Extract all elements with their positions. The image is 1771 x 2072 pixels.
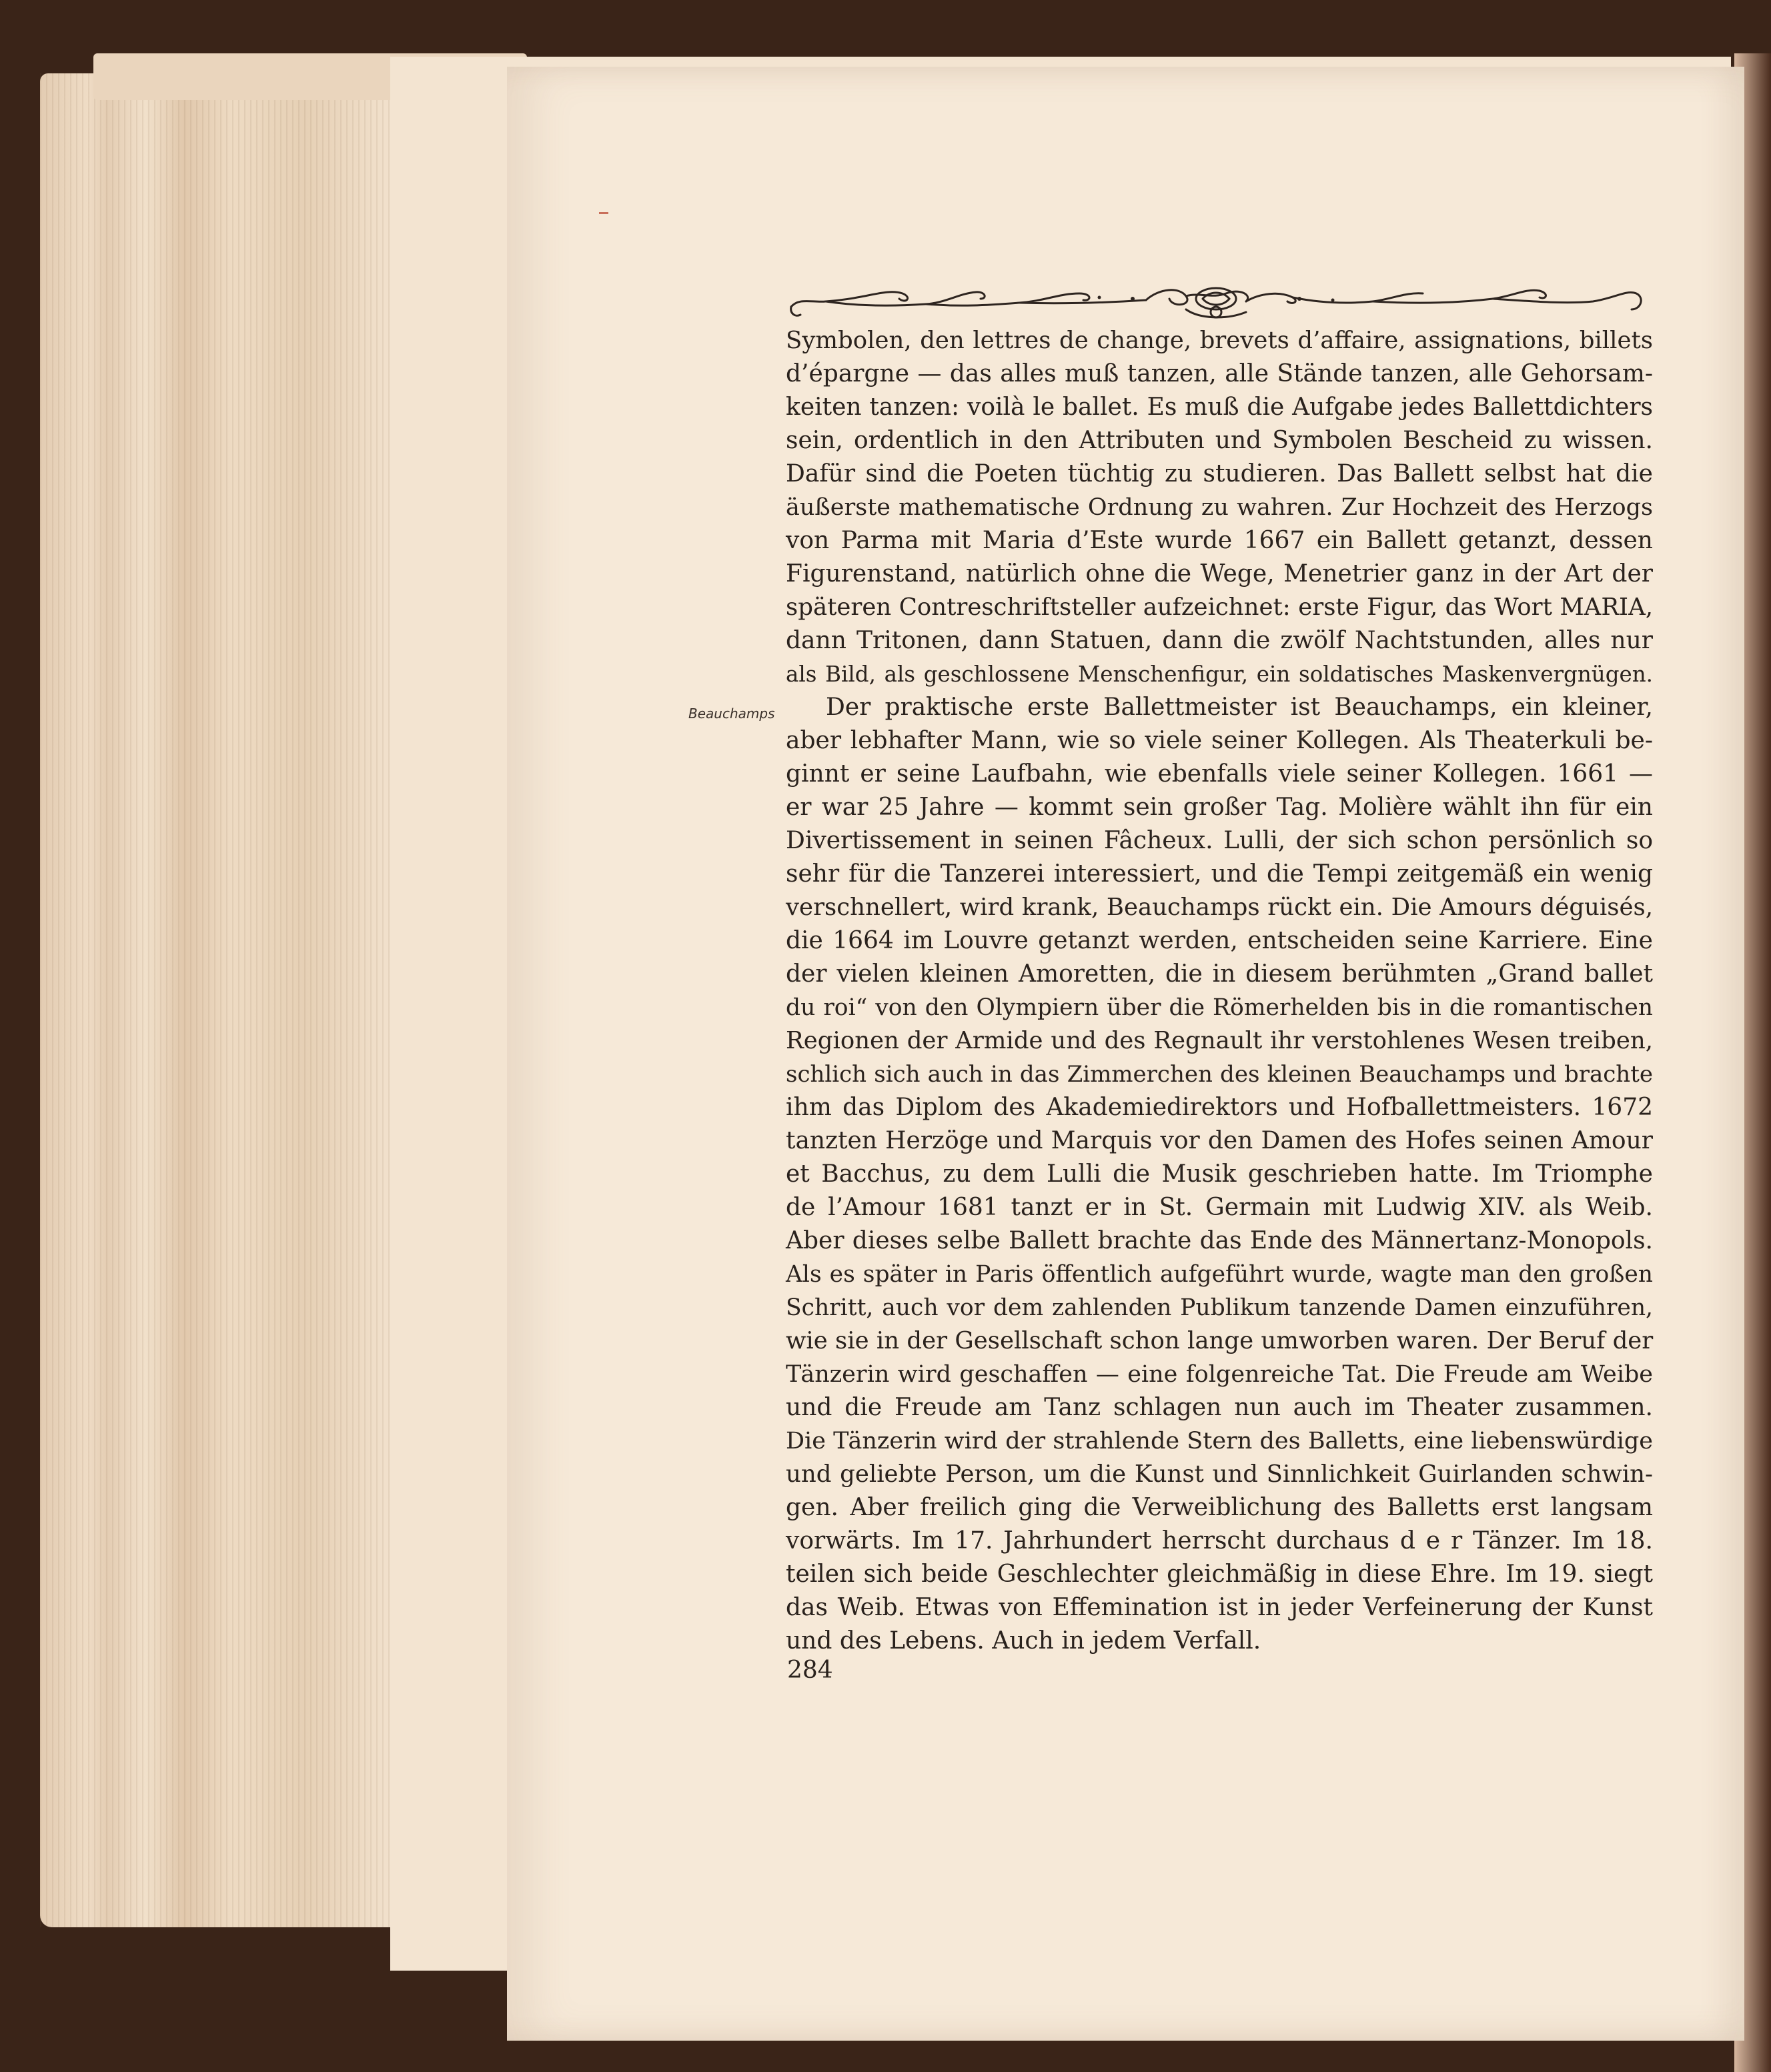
text-line: de l’Amour 1681 tanzt er in St. Germain mit Ludwig XIV. als Weib. [786, 1194, 1653, 1221]
text-line: und die Freude am Tanz schlagen nun auch im Theater zusammen. [786, 1394, 1653, 1421]
text-line: Figurenstand, natürlich ohne die Wege, Menetrier ganz in der Art der [786, 560, 1653, 588]
text-line: er war 25 Jahre — kommt sein großer Tag. Molière wählt ihn für ein [786, 794, 1653, 821]
text-line: sein, ordentlich in den Attributen und Symbolen Bescheid zu wissen. [786, 427, 1653, 454]
text-line: der vielen kleinen Amoretten, die in diesem berühmten „Grand ballet [786, 960, 1653, 988]
text-line: und geliebte Person, um die Kunst und Sinnlichkeit Guirlanden schwin- [786, 1460, 1653, 1488]
text-line: die 1664 im Louvre getanzt werden, entscheiden seine Karriere. Eine [786, 927, 1653, 954]
text-line: keiten tanzen: voilà le ballet. Es muß die Aufgabe jedes Ballettdichters [786, 393, 1653, 421]
text-line: schlich sich auch in das Zimmerchen des kleinen Beauchamps und brachte [786, 1061, 1653, 1088]
text-line: späteren Contreschriftsteller aufzeichnet: erste Figur, das Wort MARIA, [786, 594, 1653, 621]
text-line: et Bacchus, zu dem Lulli die Musik geschrieben hatte. Im Triomphe [786, 1160, 1653, 1188]
text-line: gen. Aber freilich ging die Verweiblichung des Balletts erst langsam [786, 1494, 1653, 1521]
text-line: Tänzerin wird geschaffen — eine folgenreiche Tat. Die Freude am Weibe [786, 1361, 1653, 1388]
decorative-vine-ornament [786, 279, 1646, 324]
text-line: d’épargne — das alles muß tanzen, alle Stände tanzen, alle Gehorsam- [786, 360, 1653, 387]
text-line: wie sie in der Gesellschaft schon lange umworben waren. Der Beruf der [786, 1327, 1654, 1354]
text-line: Der praktische erste Ballettmeister ist Beauchamps, ein kleiner, [826, 694, 1653, 721]
text-line: Als es später in Paris öffentlich aufgeführt wurde, wagte man den großen [786, 1261, 1653, 1288]
text-line: Dafür sind die Poeten tüchtig zu studieren. Das Ballett selbst hat die [786, 460, 1653, 487]
text-line: du roi“ von den Olympiern über die Römerhelden bis in die romantischen [786, 994, 1653, 1021]
text-line: Symbolen, den lettres de change, brevets d’affaire, assignations, billets [786, 327, 1653, 354]
text-line: verschnellert, wird krank, Beauchamps rückt ein. Die Amours déguisés, [786, 894, 1653, 921]
text-line: als Bild, als geschlossene Menschenfigur, ein soldatisches Maskenvergnügen. [786, 662, 1653, 687]
text-line: dann Tritonen, dann Statuen, dann die zwölf Nachtstunden, alles nur [786, 627, 1653, 654]
text-line: teilen sich beide Geschlechter gleichmäßig in diese Ehre. Im 19. siegt [786, 1561, 1653, 1588]
text-line: Divertissement in seinen Fâcheux. Lulli, der sich schon persönlich so [786, 827, 1653, 854]
text-line: ginnt er seine Laufbahn, wie ebenfalls viele seiner Kollegen. 1661 — [786, 760, 1653, 788]
text-line: Regionen der Armide und des Regnault ihr verstohlenes Wesen treiben, [786, 1027, 1653, 1054]
text-line: Schritt, auch vor dem zahlenden Publikum tanzende Damen einzuführen, [786, 1294, 1653, 1321]
page-number: 284 [787, 1657, 833, 1684]
text-line: sehr für die Tanzerei interessiert, und die Tempi zeitgemäß ein wenig [786, 860, 1653, 888]
text-line: äußerste mathematische Ordnung zu wahren. Zur Hochzeit des Herzogs [786, 494, 1653, 521]
red-pencil-mark [599, 212, 608, 214]
text-line: ihm das Diplom des Akademiedirektors und Hofballettmeisters. 1672 [786, 1094, 1653, 1121]
text-line: das Weib. Etwas von Effemination ist in jeder Verfeinerung der Kunst [786, 1594, 1653, 1621]
text-line: Die Tänzerin wird der strahlende Stern des Balletts, eine liebenswürdige [786, 1428, 1653, 1454]
text-line: tanzten Herzöge und Marquis vor den Damen des Hofes seinen Amour [786, 1127, 1653, 1154]
body-text [786, 324, 1653, 1658]
text-line: und des Lebens. Auch in jedem Verfall. [786, 1627, 1261, 1655]
text-line: vorwärts. Im 17. Jahrhundert herrscht durchaus d e r Tänzer. Im 18. [786, 1527, 1653, 1555]
margin-note: Beauchamps [688, 706, 775, 722]
text-line: von Parma mit Maria d’Este wurde 1667 ein Ballett getanzt, dessen [786, 527, 1653, 554]
text-line: aber lebhafter Mann, wie so viele seiner Kollegen. Als Theaterkuli be- [786, 727, 1653, 754]
text-line: Aber dieses selbe Ballett brachte das Ende des Männertanz-Monopols. [786, 1227, 1653, 1254]
